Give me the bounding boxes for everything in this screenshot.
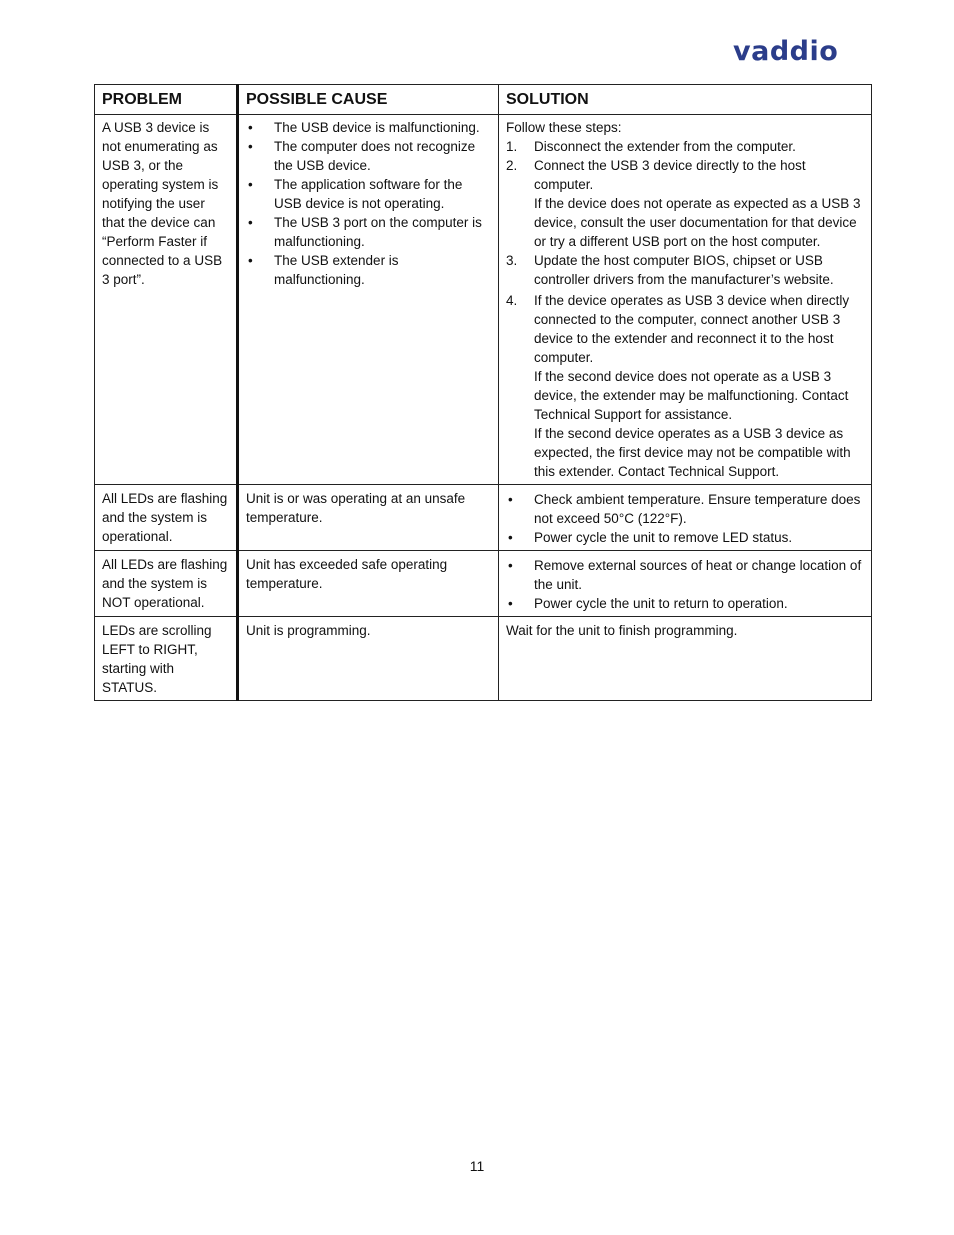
cause-cell <box>238 115 499 485</box>
problem-cell: A USB 3 device is not enumerating as USB 3, or the operating system is notifying the user that the device can “Perform Faster if connected to a USB 3 port”. <box>95 115 238 485</box>
list-item <box>506 594 865 613</box>
table-row <box>95 551 872 617</box>
bullet-icon: • <box>508 530 513 545</box>
cause-cell: Unit has exceeded safe operating temperature. <box>238 551 499 617</box>
problem-cell: LEDs are scrolling LEFT to RIGHT, starting with STATUS. <box>95 617 238 701</box>
list-item <box>246 213 492 251</box>
step-note: If the second device does not operate as a USB 3 device, the extender may be malfunctioning. Contact Technical Support for assistance. <box>534 369 849 422</box>
bullet-icon: • <box>248 120 253 135</box>
step-note: If the second device operates as a USB 3 device as expected, the first device may not be compatible with this extender. Contact Technical Support. <box>534 426 851 479</box>
step-number: 4. <box>506 293 518 308</box>
cause-cell: Unit is or was operating at an unsafe temperature. <box>238 485 499 551</box>
step-text: If the device operates as USB 3 device when directly connected to the computer, connect another USB 3 device to the extender and reconnect it to the host computer. <box>534 293 850 365</box>
header-solution: SOLUTION <box>499 85 872 115</box>
solution-list <box>506 490 865 547</box>
step-number: 2. <box>506 158 518 173</box>
step-item <box>506 156 865 251</box>
step-number: 3. <box>506 253 518 268</box>
solution-steps <box>506 137 865 481</box>
cause-text: The USB extender is malfunctioning. <box>274 253 399 287</box>
step-text: Update the host computer BIOS, chipset or USB controller drivers from the manufacturer’s website. <box>534 253 834 287</box>
problem-cell: All LEDs are flashing and the system is NOT operational. <box>95 551 238 617</box>
bullet-icon: • <box>248 177 253 192</box>
list-item <box>506 528 865 547</box>
problem-cell: All LEDs are flashing and the system is operational. <box>95 485 238 551</box>
solution-intro: Follow these steps: <box>506 120 622 135</box>
cause-text: The USB 3 port on the computer is malfunctioning. <box>274 215 482 249</box>
step-item <box>506 291 865 481</box>
solution-cell <box>499 551 872 617</box>
solution-list <box>506 556 865 613</box>
bullet-icon: • <box>508 596 513 611</box>
table-row <box>95 485 872 551</box>
solution-cell: Wait for the unit to finish programming. <box>499 617 872 701</box>
solution-text: Check ambient temperature. Ensure temperature does not exceed 50°C (122°F). <box>534 492 861 526</box>
step-text: Disconnect the extender from the computer. <box>534 139 796 154</box>
page-number: 11 <box>469 1158 485 1174</box>
solution-cell <box>499 485 872 551</box>
logo-text: vaddio <box>733 36 839 67</box>
list-item <box>246 251 492 289</box>
table-row <box>95 115 872 485</box>
troubleshooting-table <box>94 84 872 701</box>
list-item <box>506 556 865 594</box>
table-row <box>95 617 872 701</box>
list-item <box>506 490 865 528</box>
bullet-icon: • <box>508 492 513 507</box>
bullet-icon: • <box>248 215 253 230</box>
step-note: If the device does not operate as expected as a USB 3 device, consult the user documentation for that device or try a different USB port on the host computer. <box>534 196 861 249</box>
step-number: 1. <box>506 139 518 154</box>
table-header-row <box>95 85 872 115</box>
cause-text: The computer does not recognize the USB device. <box>274 139 476 173</box>
solution-text: Power cycle the unit to return to operation. <box>534 596 788 611</box>
header-possible-cause: POSSIBLE CAUSE <box>238 85 499 115</box>
bullet-icon: • <box>248 253 253 268</box>
cause-list <box>246 118 492 289</box>
cause-text: The application software for the USB device is not operating. <box>274 177 463 211</box>
cause-cell: Unit is programming. <box>238 617 499 701</box>
list-item <box>246 118 492 137</box>
list-item <box>246 175 492 213</box>
header-problem: PROBLEM <box>95 85 238 115</box>
step-item <box>506 251 865 289</box>
solution-text: Power cycle the unit to remove LED status. <box>534 530 793 545</box>
step-item <box>506 137 865 156</box>
vaddio-logo <box>733 38 877 66</box>
list-item <box>246 137 492 175</box>
solution-cell <box>499 115 872 485</box>
cause-text: The USB device is malfunctioning. <box>274 120 480 135</box>
solution-text: Remove external sources of heat or change location of the unit. <box>534 558 862 592</box>
bullet-icon: • <box>508 558 513 573</box>
step-text: Connect the USB 3 device directly to the host computer. <box>534 158 806 192</box>
bullet-icon: • <box>248 139 253 154</box>
